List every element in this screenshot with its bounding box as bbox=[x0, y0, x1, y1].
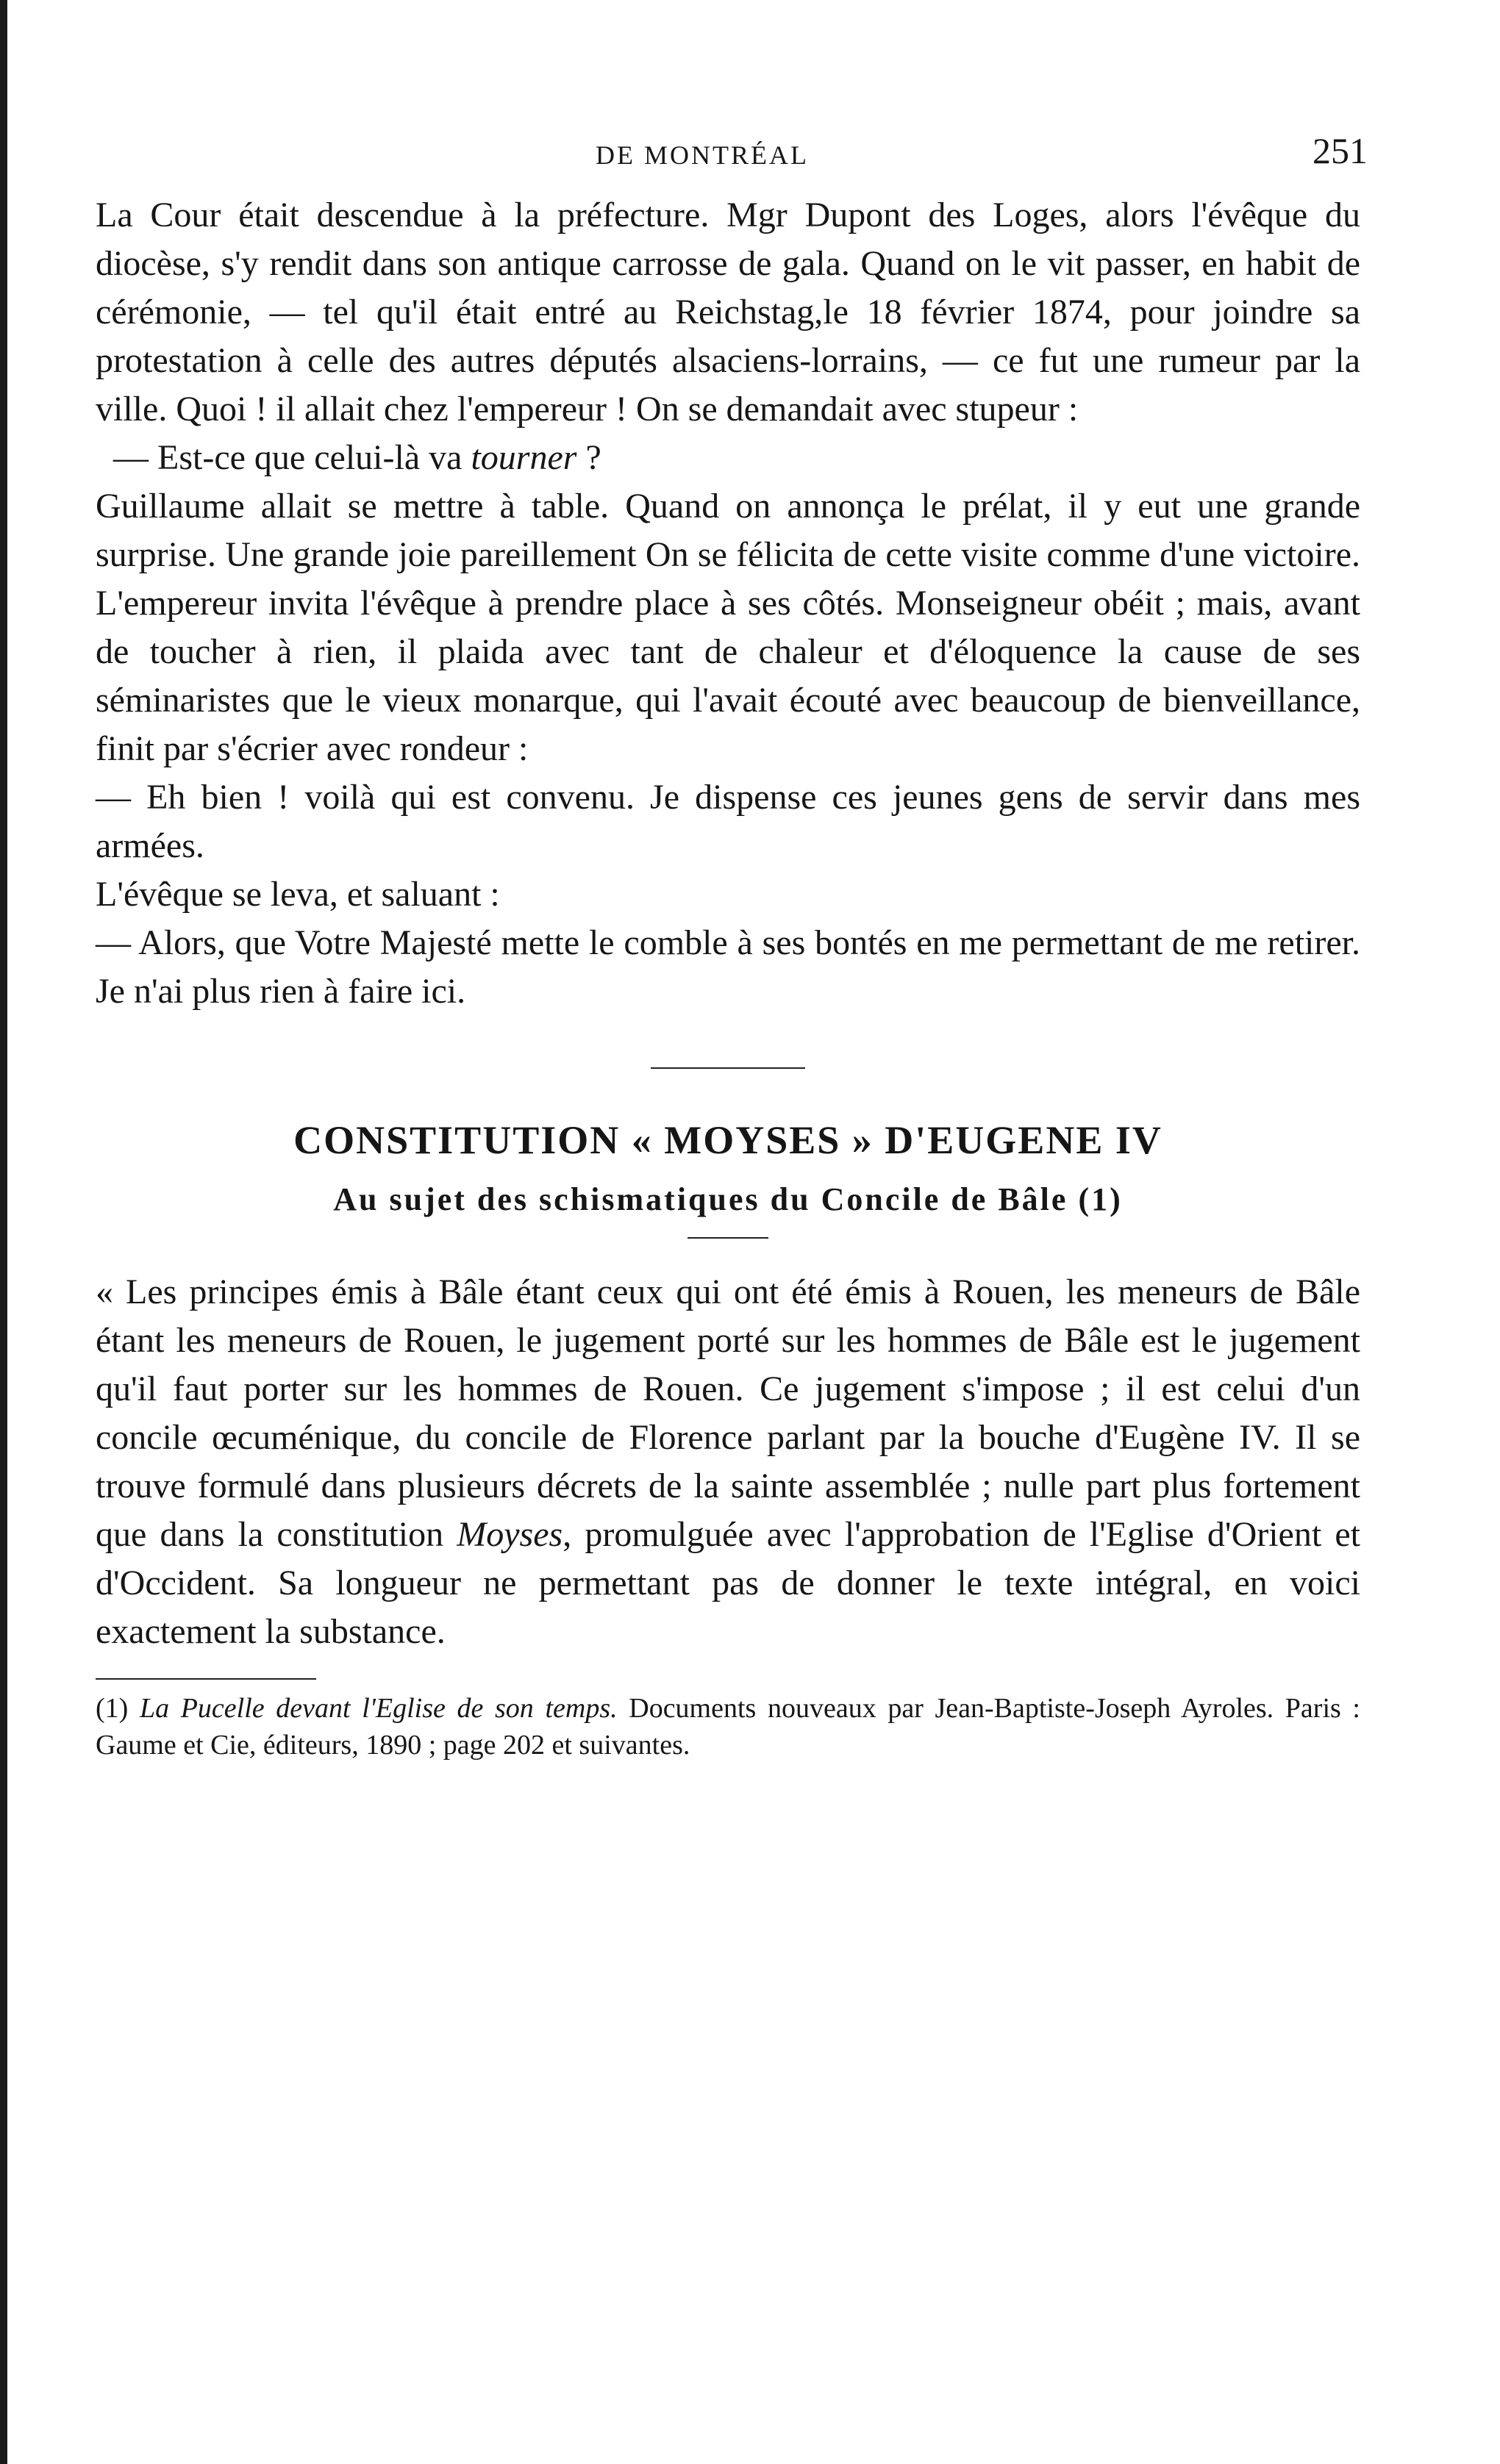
paragraph: La Cour était descendue à la préfecture. Mgr Dupont des Loges, alors l'évêque du diocèse, s'y rendit dans son antique carrosse de gala. Quand on le vit passer, en habit de cérémonie, — tel qu'il était entré au Reichstag,le 18 février 1874, pour joindre sa protestation à celle des autres députés alsaciens-lorrains, — ce fut une rumeur par la ville. Quoi ! il allait chez l'empereur ! On se demandait avec stupeur : bbox=[96, 196, 1360, 429]
section-title: CONSTITUTION « MOYSES » D'EUGENE IV bbox=[293, 1118, 1162, 1162]
footnote-text: Documents nouveaux par Jean-Baptiste-Joseph Ayroles. Paris : Gaume et Cie, éditeurs, 1890 ; page 202 et suivantes. bbox=[96, 1693, 1360, 1761]
dialogue-italic: tourner bbox=[471, 438, 577, 477]
paragraph: — Alors, que Votre Majesté mette le comble à ses bontés en me permettant de me retirer. Je n'ai plus rien à faire ici. bbox=[96, 923, 1360, 1011]
book-page bbox=[96, 125, 1368, 1763]
running-head-title: DE MONTRÉAL bbox=[596, 140, 809, 170]
quote-part-2: , promulguée avec l'approbation de l'Eglise d'Orient et d'Occident. Sa longueur ne permettant pas de donner le texte intégral, en voici exactement la substance. bbox=[96, 1515, 1361, 1651]
section-subtitle: Au sujet des schismatiques du Concile de Bâle (1) bbox=[333, 1181, 1123, 1217]
dialogue-line bbox=[96, 434, 1360, 482]
quote-part-1: « Les principes émis à Bâle étant ceux qui ont été émis à Rouen, les meneurs de Bâle étant les meneurs de Rouen, le jugement porté sur les hommes de Bâle est le jugement qu'il faut porter sur les hommes de Rouen. Ce jugement s'impose ; il est celui d'un concile œcuménique, du concile de Florence parlant par la bouche d'Eugène IV. Il se trouve formulé dans plusieurs décrets de la sainte assemblée ; nulle part plus fortement que dans la constitution bbox=[96, 1272, 1360, 1554]
footnote bbox=[96, 1690, 1360, 1763]
running-head bbox=[96, 125, 1368, 191]
page-number: 251 bbox=[1312, 130, 1368, 171]
body-text bbox=[96, 191, 1360, 1016]
paragraph: L'évêque se leva, et saluant : bbox=[96, 875, 500, 914]
section-divider bbox=[651, 1067, 805, 1069]
subtitle-divider bbox=[688, 1237, 768, 1239]
page-edge bbox=[0, 0, 7, 2464]
quote-italic: Moyses bbox=[457, 1515, 563, 1554]
footnote-marker: (1) bbox=[96, 1693, 140, 1724]
paragraph: Guillaume allait se mettre à table. Quand on annonça le prélat, il y eut une grande surprise. Une grande joie pareillement On se félicita de cette visite comme d'une victoire. L'empereur invita l'évêque à prendre place à ses côtés. Monseigneur obéit ; mais, avant de toucher à rien, il plaida avec tant de chaleur et d'éloquence la cause de ses séminaristes que le vieux monarque, qui l'avait écouté avec beaucoup de bienveillance, finit par s'écrier avec rondeur : bbox=[96, 487, 1360, 768]
footnote-title: La Pucelle devant l'Eglise de son temps. bbox=[139, 1693, 618, 1724]
paragraph: — Eh bien ! voilà qui est convenu. Je dispense ces jeunes gens de servir dans mes armées. bbox=[96, 778, 1360, 865]
quoted-text bbox=[96, 1268, 1360, 1656]
dialogue-prefix: — Est-ce que celui-là va bbox=[113, 438, 471, 477]
footnote-divider bbox=[96, 1678, 316, 1680]
quote-paragraph bbox=[96, 1268, 1360, 1656]
dialogue-suffix: ? bbox=[576, 438, 601, 477]
